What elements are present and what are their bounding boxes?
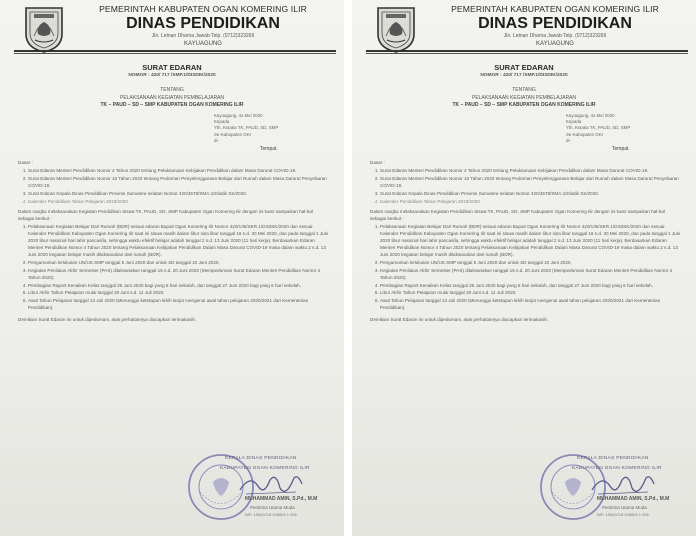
points-list xyxy=(370,224,682,312)
point-item: 5. Libur Akhir Tahun Pelajaran mulai tanggal 29 Juni s.d. 11 Juli 2020. xyxy=(28,290,330,297)
address-region: Se-Kabupaten OKI xyxy=(566,131,603,137)
basis-item: 3. Surat Edaran Kepala Dinas Pendidikan Provinsi Sumatera selatan Nomor 420/4578/SMA.1/Disdik SS/2020. xyxy=(28,191,330,198)
basis-item: 2. Surat Edaran Menteri Pendidikan Nomor 15 Tahun 2020 tentang Pedoman Penyelenggaraan Belajar dari Rumah dalam Masa Darurat Penyebaran COVID-19. xyxy=(28,176,330,190)
point-item: 2. Pengumuman kelulusan UN/US SMP tanggal 5 Juni 2020 dan untuk SD tanggal 10 Juni 2020. xyxy=(28,260,330,267)
point-item: 3. Kegiatan Penilaian Akhir Semester (PAS) dilaksanakan tanggal 15 s.d. 20 Juni 2020 (Mempedomani Surat Edaran Menteri Pendidikan Nomor 4 Tahun 2020). xyxy=(380,268,682,282)
circular-title: SURAT EDARAN xyxy=(494,63,554,72)
address-place: Tempat. xyxy=(260,146,278,152)
signatory-name: MUHAMMAD AMIN, S.Pd., M.M xyxy=(597,496,670,502)
basis-list xyxy=(370,168,682,206)
basis-label: Dasar : xyxy=(18,160,33,165)
letter-photo-left xyxy=(0,0,344,536)
address-recipient: Yth. Kepala TK, PAUD, SD, SMP xyxy=(566,125,631,131)
circular-subject-scope: TK – PAUD – SD – SMP KABUPATEN OGAN KOMERING ILIR xyxy=(452,102,596,108)
address-block xyxy=(214,113,338,144)
circular-number: NOMOR : 420/ 717 /SMP.1/DISDIK/2020 xyxy=(480,73,568,78)
closing-paragraph: Demikian Surat Edaran ini untuk dipedomani, atas perhatiannya diucapkan terimakasih. xyxy=(370,317,549,323)
basis-item: 3. Surat Edaran Kepala Dinas Pendidikan Provinsi Sumatera selatan Nomor 420/4578/SMA.1/Disdik SS/2020. xyxy=(380,191,682,198)
address-to: Kepada xyxy=(214,119,230,125)
address-to: Kepada xyxy=(566,119,582,125)
letterhead-rule-thin xyxy=(14,53,336,54)
basis-label: Dasar : xyxy=(370,160,385,165)
letter-photo-right xyxy=(352,0,696,536)
letterhead-rule-thin xyxy=(366,53,688,54)
point-item: 3. Kegiatan Penilaian Akhir Semester (PAS) dilaksanakan tanggal 15 s.d. 20 Juni 2020 (Mempedomani Surat Edaran Menteri Pendidikan Nomor 4 Tahun 2020). xyxy=(28,268,330,282)
letterhead-agency: DINAS PENDIDIKAN xyxy=(126,15,280,32)
circular-tentang: TENTANG xyxy=(512,87,536,93)
point-item: 2. Pengumuman kelulusan UN/US SMP tanggal 5 Juni 2020 dan untuk SD tanggal 10 Juni 2020. xyxy=(380,260,682,267)
point-item: 6. Awal Tahun Pelajaran tanggal 13 Juli 2020 (Menunggu ketetapan lebih lanjut mengenai awal tahun pelajaran 2020/2021 dari Kementerian Pendidikan). xyxy=(28,298,330,312)
signatory-rank: Pembina Utama Muda xyxy=(602,505,647,510)
point-item: 6. Awal Tahun Pelajaran tanggal 13 Juli 2020 (Menunggu ketetapan lebih lanjut mengenai awal tahun pelajaran 2020/2021 dari Kementerian Pendidikan). xyxy=(380,298,682,312)
signature-title-regency: KABUPATEN OGAN KOMERING ILIR xyxy=(572,466,662,471)
circular-number: NOMOR : 420/ 717 /SMP.1/DISDIK/2020 xyxy=(128,73,216,78)
point-item: 1. Pelaksanaan Kegiatan Belajar Dari Rumah (BDR) sesuai edaran Bupati Ogan Komering Ilir Nomor 420/135/SKR.1/DISDIK/2020 dan sesuai Kalender Pendidikan Kabupaten Ogan Komering Ilir saat ini siswa masih dalam libur sisa libur tanggal 16 s.d. 30 Mei 2020, dan pada tanggal 1 Juni 2020 libur nasional hari lahir pancasila, sehingga waktu efektif belajar adalah tanggal 2 s.d. 13 Juni 2020 (11 hari kerja). Berdasarkan Edaran Menteri Pendidikan Nomor 4 Tahun 2020 tentang Pelaksanaan Kebijakan Pendidikan Dalam Masa Darurat COVID-19 maka dalam waktu 2 s.d. 13 Juni 2020 kegiatan belajar masih dilaksanakan dari rumah (BDR). xyxy=(380,224,682,259)
circular-title: SURAT EDARAN xyxy=(142,63,202,72)
signatory-rank: Pembina Utama Muda xyxy=(250,505,295,510)
address-block xyxy=(566,113,690,144)
address-recipient: Yth. Kepala TK, PAUD, SD, SMP xyxy=(214,125,279,131)
letterhead-city: KAYUAGUNG xyxy=(536,41,574,47)
circular-subject: PELAKSANAAN KEGIATAN PEMBELAJARAN xyxy=(119,95,224,101)
letterhead-government: PEMERINTAH KABUPATEN OGAN KOMERING ILIR xyxy=(99,4,307,14)
point-item: 1. Pelaksanaan Kegiatan Belajar Dari Rumah (BDR) sesuai edaran Bupati Ogan Komering Ilir Nomor 420/135/SKR.1/DISDIK/2020 dan sesuai Kalender Pendidikan Kabupaten Ogan Komering Ilir saat ini siswa masih dalam libur sisa libur tanggal 16 s.d. 30 Mei 2020, dan pada tanggal 1 Juni 2020 libur nasional hari lahir pancasila, sehingga waktu efektif belajar adalah tanggal 2 s.d. 13 Juni 2020 (11 hari kerja). Berdasarkan Edaran Menteri Pendidikan Nomor 4 Tahun 2020 tentang Pelaksanaan Kebijakan Pendidikan Dalam Masa Darurat COVID-19 maka dalam waktu 2 s.d. 13 Juni 2020 kegiatan belajar masih dilaksanakan dari rumah (BDR). xyxy=(28,224,330,259)
letterhead-rule xyxy=(14,50,336,52)
basis-item: 1. Surat Edaran Menteri Pendidikan Nomor 4 Tahun 2020 tentang Pelaksanaan Kebijakan Pendidikan dalam Masa Darurat COVID-19. xyxy=(380,168,682,175)
intro-paragraph: Dalam rangka melaksanakan Kegiatan Pendidikan Siswa TK, PAUD, SD, SMP Kabupaten Ogan Komering Ilir dengan ini kami sampaikan hal-hal sebagai berikut : xyxy=(370,209,665,222)
basis-item: 2. Surat Edaran Menteri Pendidikan Nomor 15 Tahun 2020 tentang Pedoman Penyelenggaraan Belajar dari Rumah dalam Masa Darurat Penyebaran COVID-19. xyxy=(380,176,682,190)
basis-list xyxy=(18,168,330,206)
letterhead-address: Jln. Letnan Dharna Jawab Telp. (0712)323269 xyxy=(503,33,607,39)
address-date: Kayuagung, 4x Mei 2020 xyxy=(214,113,263,118)
signatory-nip: NIP. 19640218 198503 1 006 xyxy=(597,512,649,517)
letterhead-city: KAYUAGUNG xyxy=(184,41,222,47)
circular-subject-scope: TK – PAUD – SD – SMP KABUPATEN OGAN KOMERING ILIR xyxy=(100,102,244,108)
circular-tentang: TENTANG xyxy=(160,87,184,93)
points-list xyxy=(18,224,330,312)
address-di: di- xyxy=(214,137,219,143)
letterhead-agency: DINAS PENDIDIKAN xyxy=(478,15,632,32)
basis-item: 4. Kalender Pendidikan Tahun Pelajaran 2019/2020. xyxy=(380,199,682,206)
basis-item: 4. Kalender Pendidikan Tahun Pelajaran 2019/2020. xyxy=(28,199,330,206)
photo-divider xyxy=(344,0,352,536)
point-item: 5. Libur Akhir Tahun Pelajaran mulai tanggal 29 Juni s.d. 11 Juli 2020. xyxy=(380,290,682,297)
letterhead-address: Jln. Letnan Dharna Jawab Telp. (0712)323269 xyxy=(151,33,255,39)
address-region: Se-Kabupaten OKI xyxy=(214,131,251,137)
signature-title: KEPALA DINAS PENDIDIKAN xyxy=(225,456,297,461)
basis-item: 1. Surat Edaran Menteri Pendidikan Nomor 4 Tahun 2020 tentang Pelaksanaan Kebijakan Pendidikan dalam Masa Darurat COVID-19. xyxy=(28,168,330,175)
point-item: 4. Pembagian Raport Kenaikan Kelas tanggal 26 Juni 2020 bagi yang 5 hari sekolah, dan tanggal 27 Juni 2020 bagi yang 6 hari sekolah. xyxy=(28,283,330,290)
letterhead-rule xyxy=(366,50,688,52)
closing-paragraph: Demikian Surat Edaran ini untuk dipedomani, atas perhatiannya diucapkan terimakasih. xyxy=(18,317,197,323)
address-place: Tempat. xyxy=(612,146,630,152)
intro-paragraph: Dalam rangka melaksanakan Kegiatan Pendidikan Siswa TK, PAUD, SD, SMP Kabupaten Ogan Komering Ilir dengan ini kami sampaikan hal-hal sebagai berikut : xyxy=(18,209,313,222)
circular-subject: PELAKSANAAN KEGIATAN PEMBELAJARAN xyxy=(471,95,576,101)
regency-emblem-icon xyxy=(374,4,418,54)
signature-title: KEPALA DINAS PENDIDIKAN xyxy=(577,456,649,461)
letter-body xyxy=(370,160,682,324)
letter-body xyxy=(18,160,330,324)
address-date: Kayuagung, 4x Mei 2020 xyxy=(566,113,615,118)
address-di: di- xyxy=(566,137,571,143)
letterhead-government: PEMERINTAH KABUPATEN OGAN KOMERING ILIR xyxy=(451,4,659,14)
signatory-nip: NIP. 19640218 198503 1 006 xyxy=(245,512,297,517)
signatory-name: MUHAMMAD AMIN, S.Pd., M.M xyxy=(245,496,318,502)
point-item: 4. Pembagian Raport Kenaikan Kelas tanggal 26 Juni 2020 bagi yang 5 hari sekolah, dan tanggal 27 Juni 2020 bagi yang 6 hari sekolah. xyxy=(380,283,682,290)
signature-title-regency: KABUPATEN OGAN KOMERING ILIR xyxy=(220,466,310,471)
regency-emblem-icon xyxy=(22,4,66,54)
